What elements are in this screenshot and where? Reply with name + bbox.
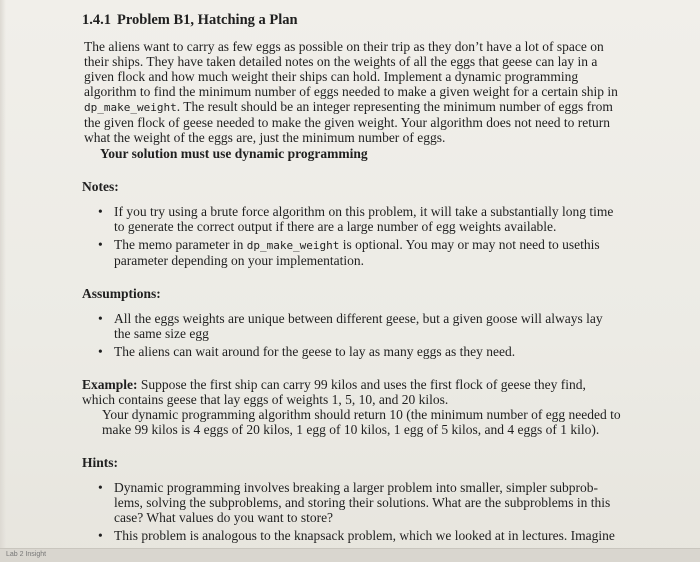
hints-label: Hints: (82, 455, 119, 470)
intro-paragraph: The aliens want to carry as few eggs as possible on their trip as they don’t have a lot of space on their ships. They have taken detailed notes on the weights of all the eggs that geese can lay in a given flock and how much weight their ships can hold. Implement a dynamic programming algorithm to find the minimum number of eggs needed to make a given weight for a certain ship in dp_make_weight. The result should be an integer representing the minimum number of eggs from the given flock of geese needed to make the given weight. Your algorithm does not need to return what the weight of the eggs are, just the minimum number of eggs. (84, 39, 618, 145)
section-heading (82, 12, 622, 29)
assumptions-label: Assumptions: (82, 286, 161, 301)
example-result: Your dynamic programming algorithm should return 10 (the minimum number of egg needed to make 99 kilos is 4 eggs of 20 kilos, 1 egg of 10 kilos, 1 egg of 5 kilos, and 4 eggs of 1 kilo). (102, 407, 621, 437)
page-edge-shadow (0, 0, 6, 548)
hints-list (82, 480, 622, 543)
example-label: Example: (82, 377, 138, 392)
footer-text: Lab 2 Insight (6, 551, 47, 558)
list-item: • If you try using a brute force algorithm on this problem, it will take a substantially long time to generate the correct output if there are a large number of egg weights available. (98, 204, 614, 234)
document-content (82, 12, 622, 546)
list-item: • All the eggs weights are unique between different geese, but a given goose will always lay the same size egg (98, 311, 603, 341)
list-item: • This problem is analogous to the knapsack problem, which we looked at in lectures. Imagine (98, 528, 615, 543)
notes-label: Notes: (82, 179, 119, 194)
assumptions-list (82, 311, 622, 359)
bullet-icon: • (98, 237, 103, 252)
bullet-icon: • (98, 311, 103, 326)
notes-list (82, 204, 622, 268)
bullet-icon: • (98, 480, 103, 495)
footer-bar (0, 548, 700, 562)
section-title: Problem B1, Hatching a Plan (117, 12, 298, 28)
bullet-icon: • (98, 528, 103, 543)
solution-note: Your solution must use dynamic programming (100, 146, 368, 161)
section-number: 1.4.1 (82, 12, 111, 28)
list-item: • Dynamic programming involves breaking a larger problem into smaller, simpler subprob-lems, solving the subproblems, and storing their solutions. What are the subproblems in this case? What values do you want to store? (98, 480, 611, 525)
example-paragraph: Example: Suppose the first ship can carry 99 kilos and uses the first flock of geese they find, which contains geese that lay eggs of weights 1, 5, 10, and 20 kilos. (82, 377, 586, 407)
code-dp-make-weight: dp_make_weight (84, 101, 177, 114)
bullet-icon: • (98, 204, 103, 219)
bullet-icon: • (98, 344, 103, 359)
list-item: • The aliens can wait around for the geese to lay as many eggs as they need. (98, 344, 516, 359)
list-item: • The memo parameter in dp_make_weight is optional. You may or may not need to usethis parameter depending on your implementation. (98, 237, 600, 268)
